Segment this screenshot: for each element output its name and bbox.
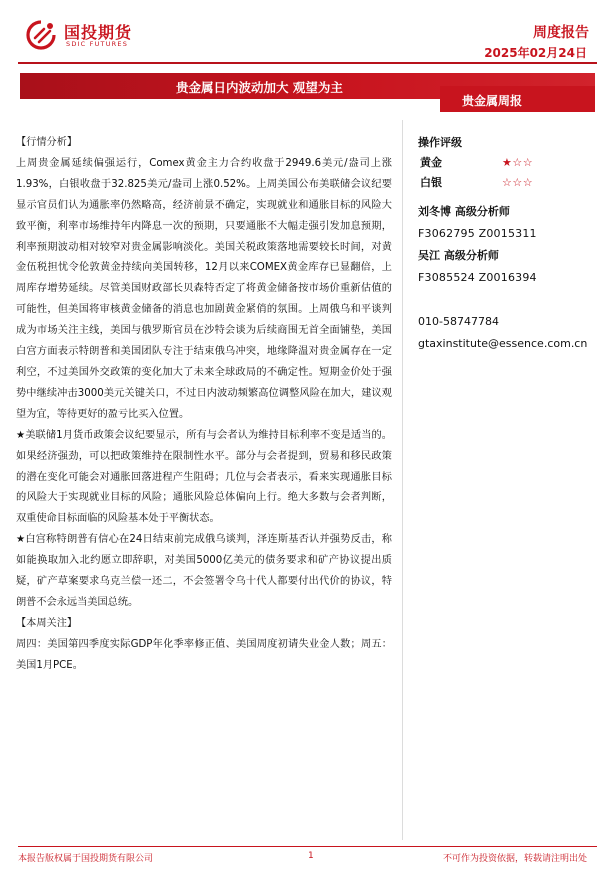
report-type: 周度报告 (533, 25, 589, 41)
header-divider (18, 62, 597, 64)
analysis-paragraph: 上周贵金属延续偏强运行，Comex黄金主力合约收盘于2949.6美元/盎司上涨1.93%，白银收盘于32.825美元/盎司上涨0.52%。上周美国公布美联储会议纪要显示官员们认为通胀率仍然略高，经济前景不确定，实现就业和通胀目标的风险大致平衡，利率市场维持年内降息一次的预期，只要通胀不大幅走强引发加息预期，利率预期波动相对较窄对贵金属影响淡化。美国关税政策落地需要较长时间，对黄金伍税担忧令伦敦黄金持续向美国转移，12月以来COMEX黄金库存已显翻倍，上周库存增势延续。尽管美国财政部长贝森特否定了将黄金储备按市场价重新估值的可能性，但美国将审核黄金储备的消息也加剧黄金紧俏的氛围。上周俄乌和平谈判成为市场关注主线，美国与俄罗斯官员在沙特会谈为后续商围无首全面铺垫，美国白宫方面表示特朗普和美国团队专注于结束俄乌冲突，地缘降温对贵金属存在一定利空，不过美国外交政策的变化加大了未来全球政局的不确定性。短期金价处于强势中继续冲击3000美元关键关口，不过日内波动频繁高位调整风险在加大，建议观望为宜，等待更好的盈亏比买入位置。 (16, 157, 392, 420)
analyst-license: F3085524 Z0016394 (418, 271, 537, 284)
column-divider (402, 120, 403, 840)
star-rating-icon: ☆☆☆ (502, 176, 534, 189)
report-category: 贵金属周报 (462, 94, 523, 108)
footer-disclaimer: 不可作为投资依据，转载请注明出处 (442, 854, 587, 864)
footer-copyright: 本报告版权属于国投期货有限公司 (18, 854, 154, 864)
company-logo (26, 18, 176, 52)
contact-info (418, 311, 608, 355)
rating-label: 白银 (420, 176, 442, 189)
geopolitics-paragraph: ★白宫称特朗普有信心在24日结束前完成俄乌谈判，泽连斯基否认并强势反击，称如能换取加入北约愿立即辞职，对美国5000亿美元的债务要求和矿产协议提出质疑，矿产草案要求乌克兰偿一还二，不会签署令乌十代人都要付出代价的协议，特朗普不会永远当美国总统。 (16, 534, 392, 608)
analyst-license: F3062795 Z0015311 (418, 227, 537, 240)
main-content (16, 133, 392, 677)
rating-title: 操作评级 (418, 136, 462, 149)
analyst-list (418, 201, 608, 289)
category-banner (440, 86, 595, 112)
analyst-name: 刘冬博 高级分析师 (418, 205, 510, 218)
analyst-name: 吴江 高级分析师 (418, 249, 499, 262)
watch-paragraph: 周四：美国第四季度实际GDP年化季率修正值、美国周度初请失业金人数；周五：美国1月PCE。 (16, 638, 392, 671)
sidebar (418, 133, 608, 355)
rating-label: 黄金 (420, 156, 442, 169)
section-heading-analysis: 【行情分析】 (16, 137, 78, 148)
rating-row-gold (418, 153, 608, 173)
logo-mark-icon (26, 20, 56, 50)
contact-phone: 010-58747784 (418, 315, 499, 328)
page-number: 1 (308, 851, 314, 861)
contact-email[interactable]: gtaxinstitute@essence.com.cn (418, 337, 588, 350)
logo-name-cn: 国投期货 (64, 23, 133, 42)
report-date: 2025年02月24日 (484, 46, 587, 60)
star-rating-icon: ★☆☆ (502, 156, 534, 169)
fed-minutes-paragraph: ★美联储1月货币政策会议纪要显示，所有与会者认为维持目标利率不变是适当的。如果经济强劲，可以把政策维持在限制性水平。部分与会者提到，贸易和移民政策的潜在变化可能会对通胀回落进程产生阻碍；几位与会者表示，看来实现通胀目标的风险大于实现就业目标的风险；通胀风险总体偏向上行。绝大多数与会者判断，双重使命目标面临的风险基本处于平衡状态。 (16, 429, 392, 525)
report-title: 贵金属日内波动加大 观望为主 (176, 80, 343, 95)
rating-row-silver (418, 173, 608, 193)
logo-name-en: SDIC FUTURES (66, 40, 129, 48)
section-heading-watch: 【本周关注】 (16, 617, 78, 629)
footer-divider (18, 846, 597, 847)
